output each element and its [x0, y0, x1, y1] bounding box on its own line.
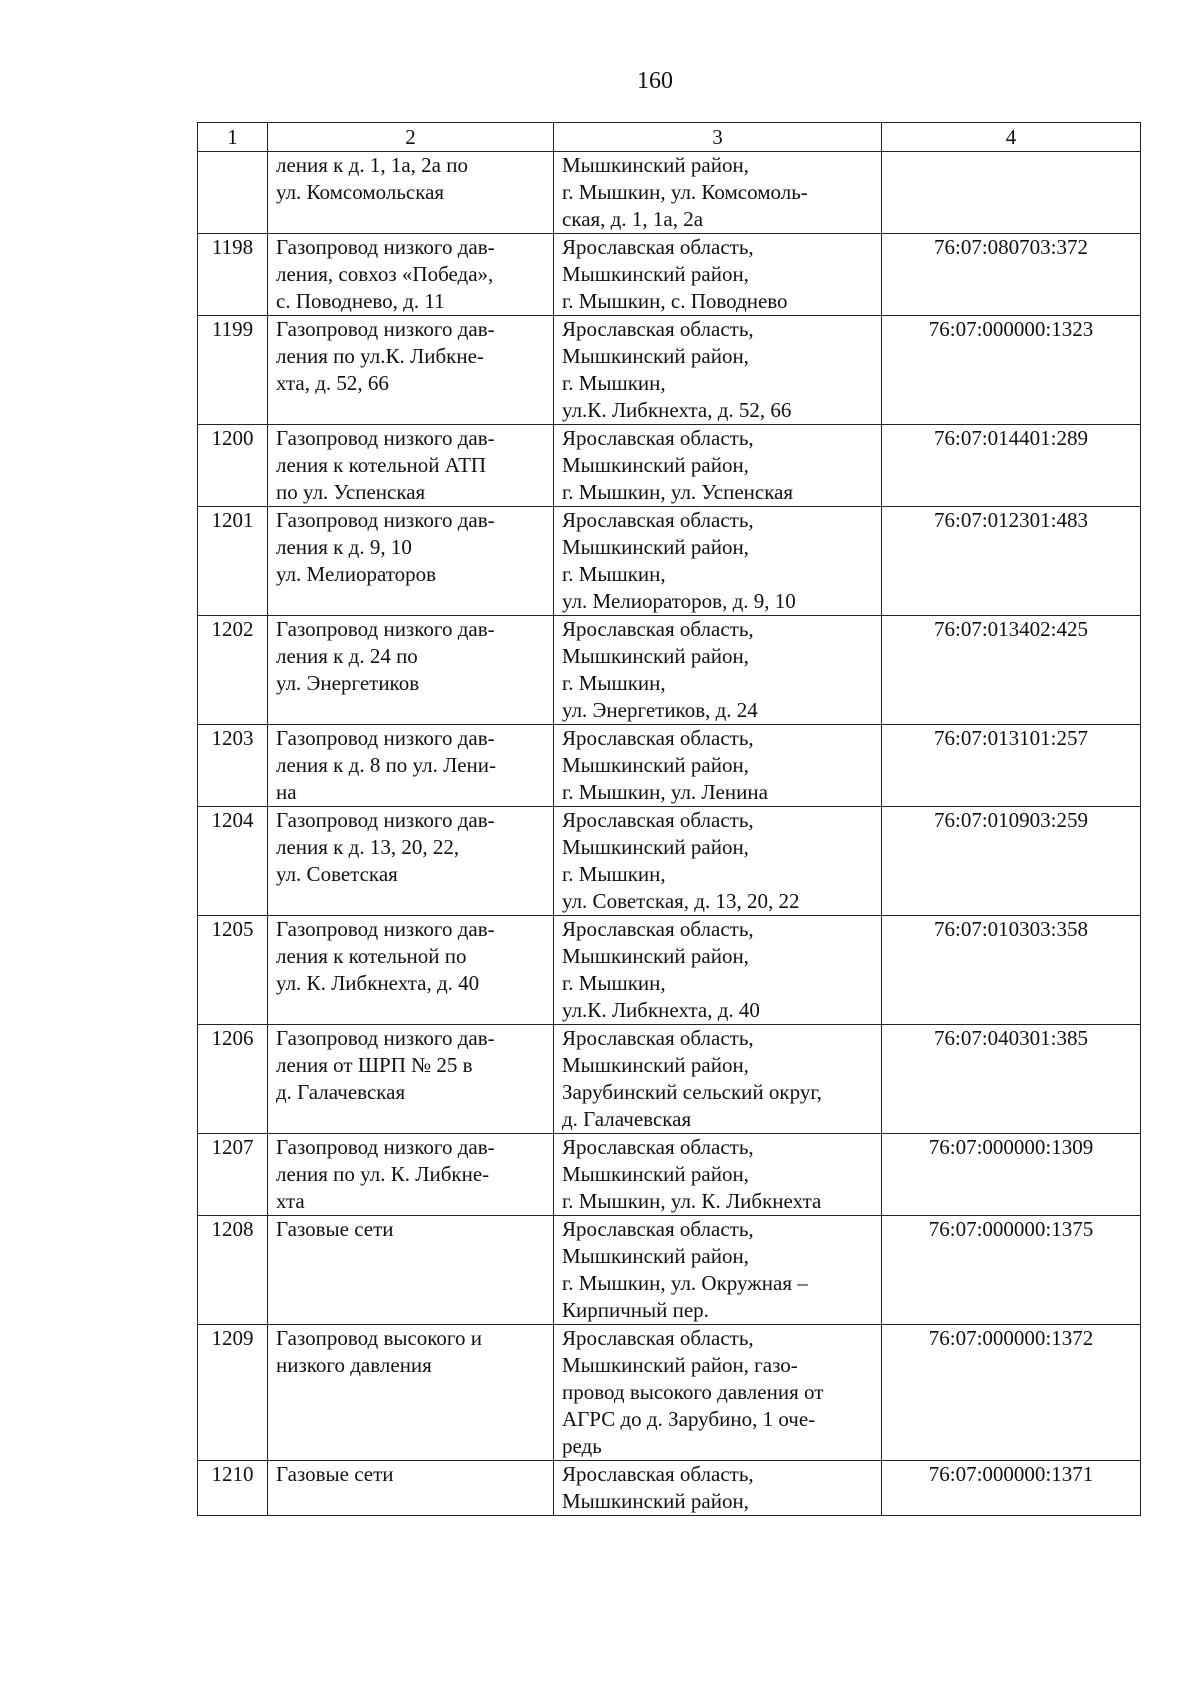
table-body [198, 152, 1141, 1516]
object-name: Газопровод низкого дав- ления к д. 8 по ул. Лени- на [268, 725, 554, 807]
row-number: 1201 [198, 507, 268, 616]
object-name: Газопровод низкого дав- ления, совхоз «Победа», с. Поводнево, д. 11 [268, 234, 554, 316]
row-number: 1199 [198, 316, 268, 425]
object-name: Газопровод высокого и низкого давления [268, 1325, 554, 1461]
object-name: Газопровод низкого дав- ления к д. 24 по ул. Энергетиков [268, 616, 554, 725]
cadastral-number: 76:07:000000:1309 [882, 1134, 1141, 1216]
row-number [198, 152, 268, 234]
object-address: Ярославская область, Мышкинский район, г. Мышкин, ул. Успенская [554, 425, 882, 507]
page-number: 160 [637, 68, 673, 94]
cadastral-number: 76:07:000000:1323 [882, 316, 1141, 425]
table-header [198, 123, 1141, 152]
object-address: Ярославская область, Мышкинский район, г. Мышкин, ул. Советская, д. 13, 20, 22 [554, 807, 882, 916]
cadastral-number: 76:07:012301:483 [882, 507, 1141, 616]
table-row [198, 1216, 1141, 1325]
row-number: 1206 [198, 1025, 268, 1134]
table-row [198, 725, 1141, 807]
object-name: Газопровод низкого дав- ления от ШРП № 25 в д. Галачевская [268, 1025, 554, 1134]
object-address: Мышкинский район, г. Мышкин, ул. Комсомоль- ская, д. 1, 1а, 2а [554, 152, 882, 234]
table-row [198, 1025, 1141, 1134]
object-address: Ярославская область, Мышкинский район, г. Мышкин, ул. Мелиораторов, д. 9, 10 [554, 507, 882, 616]
row-number: 1202 [198, 616, 268, 725]
cadastral-number: 76:07:040301:385 [882, 1025, 1141, 1134]
cadastral-number: 76:07:000000:1375 [882, 1216, 1141, 1325]
cadastral-number: 76:07:000000:1371 [882, 1461, 1141, 1516]
cadastral-number: 76:07:080703:372 [882, 234, 1141, 316]
cadastral-number: 76:07:014401:289 [882, 425, 1141, 507]
table-row [198, 916, 1141, 1025]
object-name: Газовые сети [268, 1461, 554, 1516]
table-row [198, 234, 1141, 316]
table-row [198, 316, 1141, 425]
object-address: Ярославская область, Мышкинский район, [554, 1461, 882, 1516]
header-row [198, 123, 1141, 152]
object-name: Газопровод низкого дав- ления к д. 9, 10 ул. Мелиораторов [268, 507, 554, 616]
cadastral-number [882, 152, 1141, 234]
object-name: Газопровод низкого дав- ления к котельной по ул. К. Либкнехта, д. 40 [268, 916, 554, 1025]
table-row [198, 1461, 1141, 1516]
table-row [198, 425, 1141, 507]
table-row [198, 616, 1141, 725]
cadastral-number: 76:07:000000:1372 [882, 1325, 1141, 1461]
row-number: 1209 [198, 1325, 268, 1461]
row-number: 1204 [198, 807, 268, 916]
object-name: ления к д. 1, 1а, 2а по ул. Комсомольская [268, 152, 554, 234]
cadastral-number: 76:07:010903:259 [882, 807, 1141, 916]
row-number: 1210 [198, 1461, 268, 1516]
property-registry-table [197, 122, 1141, 1516]
object-name: Газопровод низкого дав- ления к д. 13, 20, 22, ул. Советская [268, 807, 554, 916]
row-number: 1198 [198, 234, 268, 316]
object-address: Ярославская область, Мышкинский район, газо- провод высокого давления от АГРС до д. Зарубино, 1 оче- редь [554, 1325, 882, 1461]
table-row [198, 1134, 1141, 1216]
column-header-2: 2 [268, 123, 554, 152]
object-address: Ярославская область, Мышкинский район, г. Мышкин, ул. Окружная – Кирпичный пер. [554, 1216, 882, 1325]
cadastral-number: 76:07:013402:425 [882, 616, 1141, 725]
object-address: Ярославская область, Мышкинский район, г. Мышкин, ул.К. Либкнехта, д. 52, 66 [554, 316, 882, 425]
table-row [198, 1325, 1141, 1461]
table-row [198, 507, 1141, 616]
cadastral-number: 76:07:010303:358 [882, 916, 1141, 1025]
object-name: Газопровод низкого дав- ления к котельной АТП по ул. Успенская [268, 425, 554, 507]
object-address: Ярославская область, Мышкинский район, г. Мышкин, с. Поводнево [554, 234, 882, 316]
row-number: 1200 [198, 425, 268, 507]
object-address: Ярославская область, Мышкинский район, г. Мышкин, ул.К. Либкнехта, д. 40 [554, 916, 882, 1025]
object-address: Ярославская область, Мышкинский район, Зарубинский сельский округ, д. Галачевская [554, 1025, 882, 1134]
object-address: Ярославская область, Мышкинский район, г. Мышкин, ул. К. Либкнехта [554, 1134, 882, 1216]
object-name: Газовые сети [268, 1216, 554, 1325]
object-address: Ярославская область, Мышкинский район, г. Мышкин, ул. Ленина [554, 725, 882, 807]
table-row [198, 152, 1141, 234]
cadastral-number: 76:07:013101:257 [882, 725, 1141, 807]
row-number: 1208 [198, 1216, 268, 1325]
column-header-4: 4 [882, 123, 1141, 152]
row-number: 1207 [198, 1134, 268, 1216]
row-number: 1203 [198, 725, 268, 807]
object-name: Газопровод низкого дав- ления по ул.К. Либкне- хта, д. 52, 66 [268, 316, 554, 425]
row-number: 1205 [198, 916, 268, 1025]
object-name: Газопровод низкого дав- ления по ул. К. Либкне- хта [268, 1134, 554, 1216]
column-header-1: 1 [198, 123, 268, 152]
table-row [198, 807, 1141, 916]
column-header-3: 3 [554, 123, 882, 152]
object-address: Ярославская область, Мышкинский район, г. Мышкин, ул. Энергетиков, д. 24 [554, 616, 882, 725]
